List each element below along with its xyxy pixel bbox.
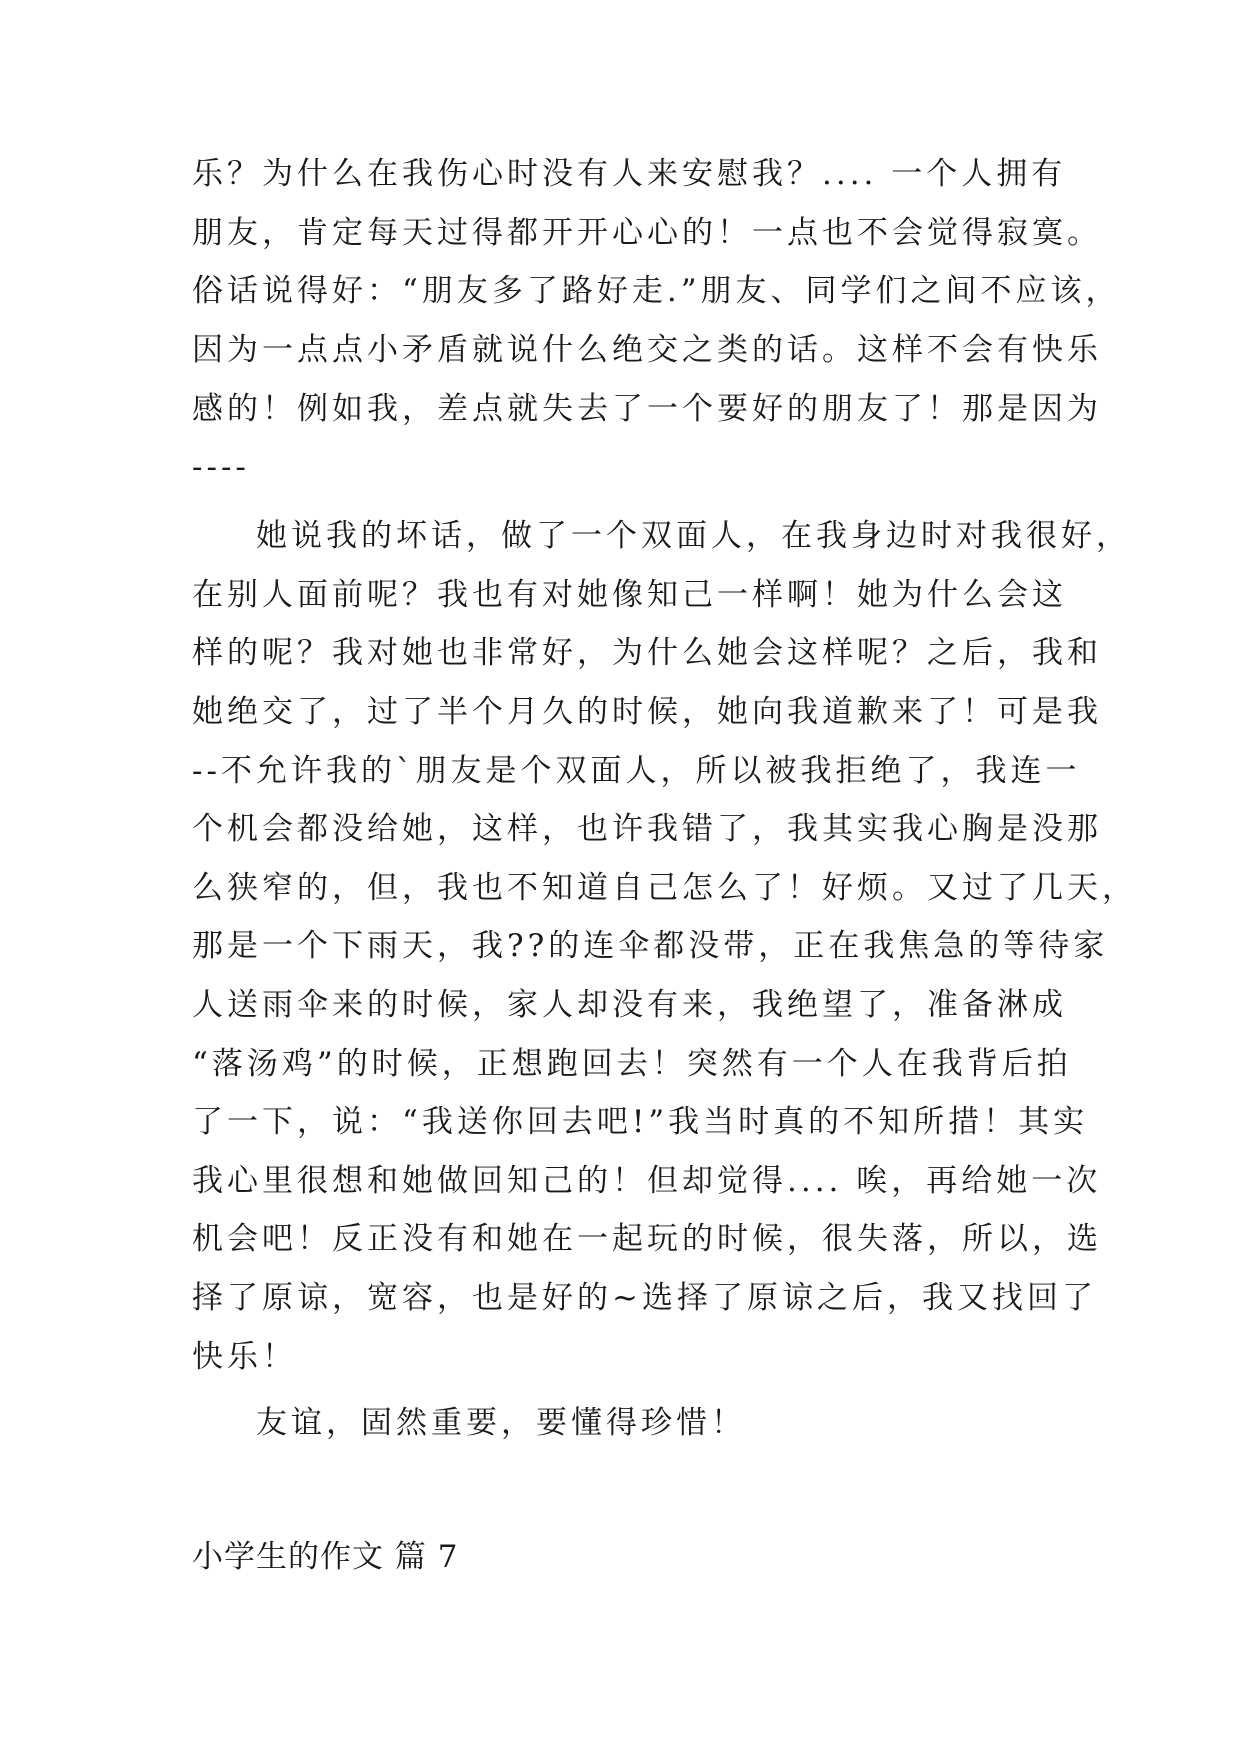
text-line: 么狭窄的，但，我也不知道自己怎么了！好烦。又过了几天， xyxy=(192,870,1137,906)
text-line: 样的呢？我对她也非常好，为什么她会这样呢？之后，我和 xyxy=(192,635,1102,671)
text-line: 了一下，说：“我送你回去吧!”我当时真的不知所措！其实 xyxy=(192,1104,1089,1140)
text-line: 我心里很想和她做回知己的！但却觉得.... 唉，再给她一次 xyxy=(192,1163,1102,1199)
text-line: 感的！例如我，差点就失去了一个要好的朋友了！那是因为 xyxy=(192,391,1102,427)
text-line: 个机会都没给她，这样，也许我错了，我其实我心胸是没那 xyxy=(192,811,1102,847)
text-line: 择了原谅，宽容，也是好的~选择了原谅之后，我又找回了 xyxy=(192,1280,1097,1316)
section-heading: 小学生的作文 篇 7 xyxy=(192,1539,459,1575)
text-line: 机会吧！反正没有和她在一起玩的时候，很失落，所以，选 xyxy=(192,1221,1102,1257)
text-line: 人送雨伞来的时候，家人却没有来，我绝望了，准备淋成 xyxy=(192,987,1067,1023)
text-line: 因为一点点小矛盾就说什么绝交之类的话。这样不会有快乐 xyxy=(192,332,1102,368)
text-line: “落汤鸡”的时候，正想跑回去！突然有一个人在我背后拍 xyxy=(192,1046,1072,1082)
text-line: ---- xyxy=(192,449,250,485)
text-line: 在别人面前呢？我也有对她像知己一样啊！她为什么会这 xyxy=(192,577,1067,613)
text-line: 快乐！ xyxy=(192,1339,297,1375)
text-line: 她说我的坏话，做了一个双面人，在我身边时对我很好， xyxy=(256,518,1131,554)
text-line: --不允许我的`朋友是个双面人，所以被我拒绝了，我连一 xyxy=(192,753,1081,789)
closing-sentence: 友谊，固然重要，要懂得珍惜！ xyxy=(256,1405,746,1441)
text-line: 朋友，肯定每天过得都开开心心的！一点也不会觉得寂寞。 xyxy=(192,215,1102,251)
text-line: 她绝交了，过了半个月久的时候，她向我道歉来了！可是我 xyxy=(192,694,1102,730)
text-line: 俗话说得好：“朋友多了路好走.”朋友、同学们之间不应该， xyxy=(192,273,1121,309)
text-line: 乐？为什么在我伤心时没有人来安慰我？.... 一个人拥有 xyxy=(192,156,1067,192)
text-line: 那是一个下雨天，我??的连伞都没带，正在我焦急的等待家 xyxy=(192,928,1109,964)
